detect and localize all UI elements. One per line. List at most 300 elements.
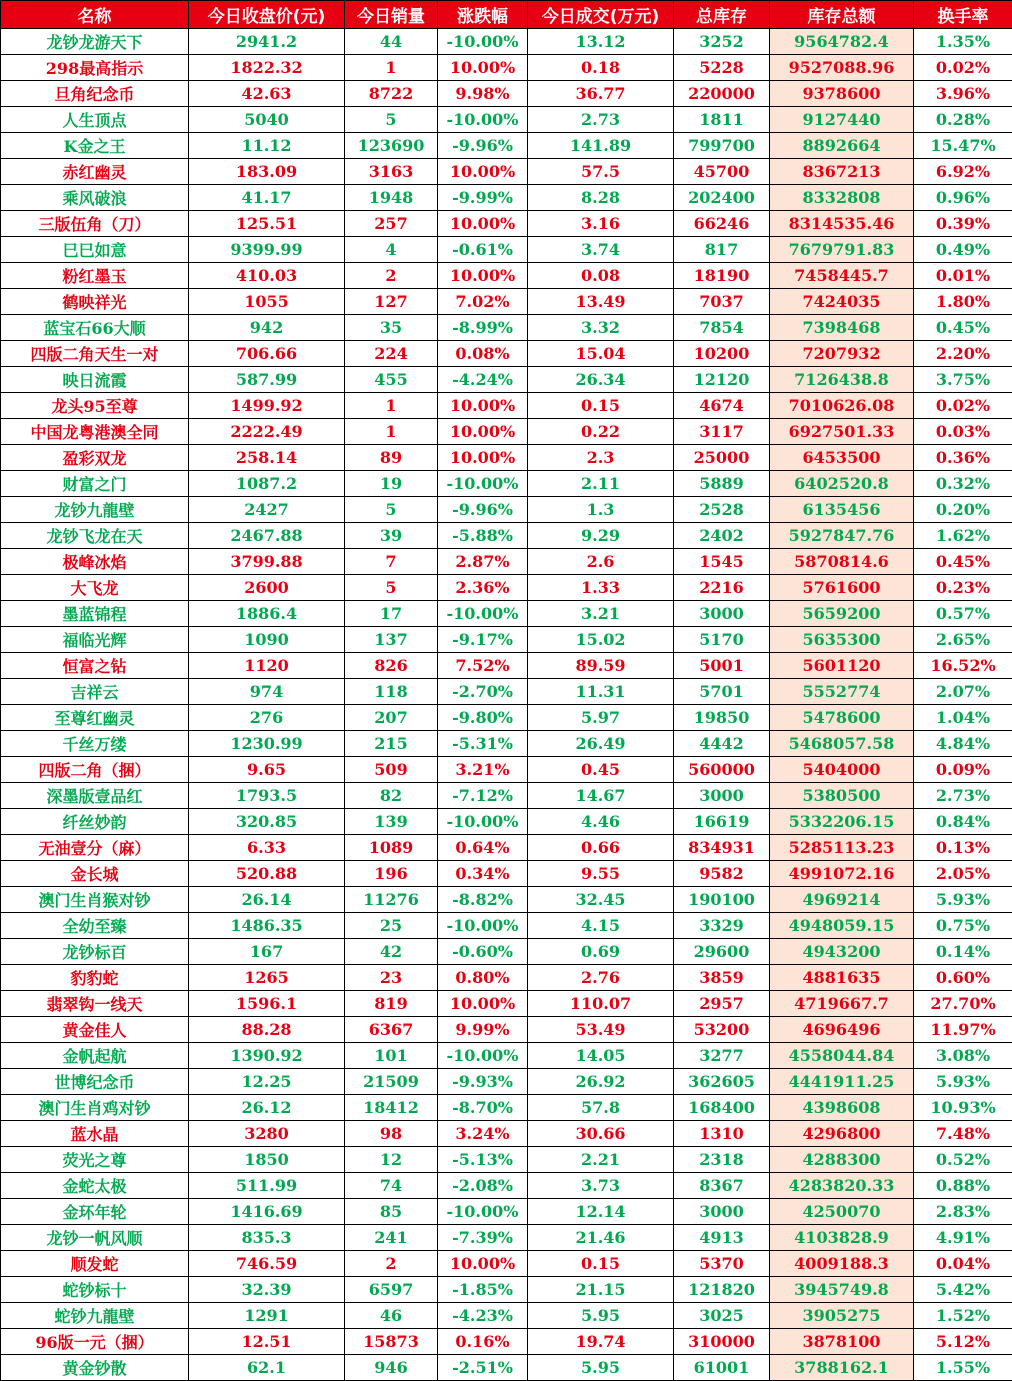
cell-close-price: 1822.32	[189, 55, 345, 81]
cell-name: 鹤映祥光	[1, 289, 189, 315]
cell-stock-value: 6135456	[770, 497, 914, 523]
table-row[interactable]	[1, 367, 1012, 393]
cell-change: 0.64%	[438, 835, 528, 861]
cell-total-stock: 1545	[674, 549, 770, 575]
cell-total-stock: 3859	[674, 965, 770, 991]
cell-turnover-value: 11.31	[528, 679, 674, 705]
cell-change: -5.13%	[438, 1147, 528, 1173]
cell-sales-volume: 224	[345, 341, 438, 367]
table-row[interactable]	[1, 653, 1012, 679]
cell-name: 蛇钞标十	[1, 1277, 189, 1303]
cell-name: 豹豹蛇	[1, 965, 189, 991]
cell-change: 10.00%	[438, 159, 528, 185]
cell-turnover-value: 12.14	[528, 1199, 674, 1225]
cell-name: 深墨版壹品红	[1, 783, 189, 809]
table-row[interactable]	[1, 237, 1012, 263]
cell-name: 龙钞飞龙在天	[1, 523, 189, 549]
cell-close-price: 511.99	[189, 1173, 345, 1199]
cell-stock-value: 4558044.84	[770, 1043, 914, 1069]
cell-turnover-rate: 1.55%	[914, 1355, 1012, 1381]
cell-close-price: 2941.2	[189, 29, 345, 55]
table-row[interactable]	[1, 835, 1012, 861]
cell-turnover-value: 2.11	[528, 471, 674, 497]
cell-sales-volume: 39	[345, 523, 438, 549]
cell-sales-volume: 89	[345, 445, 438, 471]
cell-change: 2.36%	[438, 575, 528, 601]
column-header-turnover-value[interactable]: 今日成交(万元)	[528, 1, 674, 29]
table-row[interactable]	[1, 315, 1012, 341]
cell-name: 顺发蛇	[1, 1251, 189, 1277]
cell-turnover-value: 2.6	[528, 549, 674, 575]
cell-total-stock: 10200	[674, 341, 770, 367]
cell-close-price: 974	[189, 679, 345, 705]
cell-turnover-rate: 0.84%	[914, 809, 1012, 835]
cell-stock-value: 3945749.8	[770, 1277, 914, 1303]
cell-stock-value: 6402520.8	[770, 471, 914, 497]
cell-total-stock: 66246	[674, 211, 770, 237]
table-row[interactable]	[1, 887, 1012, 913]
cell-turnover-rate: 0.03%	[914, 419, 1012, 445]
table-row[interactable]	[1, 679, 1012, 705]
cell-sales-volume: 826	[345, 653, 438, 679]
cell-change: 0.16%	[438, 1329, 528, 1355]
cell-name: 吉祥云	[1, 679, 189, 705]
column-header-stock-value[interactable]: 库存总额	[770, 1, 914, 29]
cell-turnover-value: 19.74	[528, 1329, 674, 1355]
cell-close-price: 746.59	[189, 1251, 345, 1277]
cell-sales-volume: 4	[345, 237, 438, 263]
cell-turnover-rate: 5.93%	[914, 1069, 1012, 1095]
cell-total-stock: 16619	[674, 809, 770, 835]
cell-name: 96版一元（捆）	[1, 1329, 189, 1355]
cell-change: -10.00%	[438, 913, 528, 939]
cell-turnover-value: 0.15	[528, 393, 674, 419]
table-row[interactable]	[1, 549, 1012, 575]
cell-turnover-rate: 4.91%	[914, 1225, 1012, 1251]
cell-name: 四版二角（捆）	[1, 757, 189, 783]
cell-turnover-rate: 1.52%	[914, 1303, 1012, 1329]
cell-name: 蛇钞九龍壁	[1, 1303, 189, 1329]
cell-change: -2.51%	[438, 1355, 528, 1381]
cell-stock-value: 8892664	[770, 133, 914, 159]
cell-stock-value: 5468057.58	[770, 731, 914, 757]
cell-change: 2.87%	[438, 549, 528, 575]
cell-sales-volume: 44	[345, 29, 438, 55]
cell-close-price: 167	[189, 939, 345, 965]
cell-stock-value: 5478600	[770, 705, 914, 731]
cell-close-price: 1087.2	[189, 471, 345, 497]
cell-name: 无油壹分（麻）	[1, 835, 189, 861]
cell-name: 恒富之钻	[1, 653, 189, 679]
cell-turnover-value: 0.69	[528, 939, 674, 965]
cell-change: 10.00%	[438, 211, 528, 237]
cell-change: -0.60%	[438, 939, 528, 965]
table-row[interactable]	[1, 133, 1012, 159]
cell-total-stock: 4913	[674, 1225, 770, 1251]
column-header-turnover-rate[interactable]: 换手率	[914, 1, 1012, 29]
table-row[interactable]	[1, 705, 1012, 731]
table-row[interactable]	[1, 419, 1012, 445]
cell-total-stock: 5228	[674, 55, 770, 81]
cell-stock-value: 5332206.15	[770, 809, 914, 835]
cell-sales-volume: 196	[345, 861, 438, 887]
cell-stock-value: 8314535.46	[770, 211, 914, 237]
cell-name: 翡翠钩一线天	[1, 991, 189, 1017]
cell-turnover-rate: 0.32%	[914, 471, 1012, 497]
cell-name: 巳巳如意	[1, 237, 189, 263]
cell-name: 千丝万缕	[1, 731, 189, 757]
cell-turnover-rate: 0.14%	[914, 939, 1012, 965]
cell-name: 中国龙粤港澳全同	[1, 419, 189, 445]
cell-stock-value: 4991072.16	[770, 861, 914, 887]
table-row[interactable]	[1, 523, 1012, 549]
table-row[interactable]	[1, 1043, 1012, 1069]
cell-sales-volume: 1948	[345, 185, 438, 211]
table-row[interactable]	[1, 1303, 1012, 1329]
cell-change: -10.00%	[438, 471, 528, 497]
table-row[interactable]	[1, 575, 1012, 601]
cell-total-stock: 362605	[674, 1069, 770, 1095]
cell-sales-volume: 42	[345, 939, 438, 965]
cell-change: 7.52%	[438, 653, 528, 679]
table-row[interactable]	[1, 965, 1012, 991]
cell-stock-value: 5659200	[770, 601, 914, 627]
cell-turnover-rate: 11.97%	[914, 1017, 1012, 1043]
cell-close-price: 9399.99	[189, 237, 345, 263]
table-row[interactable]	[1, 55, 1012, 81]
cell-stock-value: 3905275	[770, 1303, 914, 1329]
cell-stock-value: 7207932	[770, 341, 914, 367]
column-header-sales-volume[interactable]: 今日销量	[345, 1, 438, 29]
cell-sales-volume: 3163	[345, 159, 438, 185]
table-row[interactable]	[1, 393, 1012, 419]
cell-change: -5.31%	[438, 731, 528, 757]
cell-stock-value: 4881635	[770, 965, 914, 991]
cell-sales-volume: 82	[345, 783, 438, 809]
cell-sales-volume: 215	[345, 731, 438, 757]
cell-turnover-rate: 0.60%	[914, 965, 1012, 991]
cell-turnover-rate: 1.04%	[914, 705, 1012, 731]
cell-turnover-rate: 2.20%	[914, 341, 1012, 367]
table-body	[1, 29, 1012, 1381]
cell-name: 蓝水晶	[1, 1121, 189, 1147]
cell-turnover-rate: 7.48%	[914, 1121, 1012, 1147]
table-row[interactable]	[1, 1277, 1012, 1303]
cell-sales-volume: 5	[345, 107, 438, 133]
cell-change: 10.00%	[438, 263, 528, 289]
table-row[interactable]	[1, 809, 1012, 835]
cell-sales-volume: 17	[345, 601, 438, 627]
cell-turnover-rate: 2.07%	[914, 679, 1012, 705]
cell-change: 10.00%	[438, 1251, 528, 1277]
cell-close-price: 1230.99	[189, 731, 345, 757]
cell-stock-value: 4398608	[770, 1095, 914, 1121]
cell-turnover-rate: 0.57%	[914, 601, 1012, 627]
cell-turnover-rate: 0.04%	[914, 1251, 1012, 1277]
table-row[interactable]	[1, 757, 1012, 783]
cell-turnover-rate: 2.65%	[914, 627, 1012, 653]
table-row[interactable]	[1, 211, 1012, 237]
cell-sales-volume: 46	[345, 1303, 438, 1329]
cell-turnover-value: 3.21	[528, 601, 674, 627]
cell-total-stock: 799700	[674, 133, 770, 159]
cell-turnover-rate: 15.47%	[914, 133, 1012, 159]
cell-close-price: 26.12	[189, 1095, 345, 1121]
cell-close-price: 88.28	[189, 1017, 345, 1043]
cell-total-stock: 2318	[674, 1147, 770, 1173]
cell-name: 龙钞一帆风顺	[1, 1225, 189, 1251]
table-row[interactable]	[1, 263, 1012, 289]
table-row[interactable]	[1, 1147, 1012, 1173]
table-row[interactable]	[1, 1121, 1012, 1147]
cell-turnover-value: 9.29	[528, 523, 674, 549]
cell-total-stock: 4442	[674, 731, 770, 757]
cell-stock-value: 5601120	[770, 653, 914, 679]
cell-close-price: 1596.1	[189, 991, 345, 1017]
cell-turnover-value: 32.45	[528, 887, 674, 913]
table-row[interactable]	[1, 601, 1012, 627]
cell-turnover-value: 13.49	[528, 289, 674, 315]
cell-total-stock: 190100	[674, 887, 770, 913]
cell-close-price: 1886.4	[189, 601, 345, 627]
cell-change: 7.02%	[438, 289, 528, 315]
cell-stock-value: 5927847.76	[770, 523, 914, 549]
table-row[interactable]	[1, 1251, 1012, 1277]
cell-turnover-rate: 0.23%	[914, 575, 1012, 601]
cell-turnover-value: 0.22	[528, 419, 674, 445]
cell-turnover-rate: 16.52%	[914, 653, 1012, 679]
cell-turnover-value: 5.95	[528, 1355, 674, 1381]
table-row[interactable]	[1, 107, 1012, 133]
cell-total-stock: 7854	[674, 315, 770, 341]
cell-turnover-rate: 0.52%	[914, 1147, 1012, 1173]
cell-stock-value: 7424035	[770, 289, 914, 315]
table-row[interactable]	[1, 913, 1012, 939]
header-row	[1, 1, 1012, 29]
cell-stock-value: 8332808	[770, 185, 914, 211]
cell-name: 蓝宝石66大顺	[1, 315, 189, 341]
cell-change: 10.00%	[438, 991, 528, 1017]
cell-name: 三版伍角（刀）	[1, 211, 189, 237]
cell-turnover-value: 53.49	[528, 1017, 674, 1043]
table-row[interactable]	[1, 289, 1012, 315]
table-row[interactable]	[1, 1199, 1012, 1225]
cell-close-price: 1390.92	[189, 1043, 345, 1069]
table-row[interactable]	[1, 159, 1012, 185]
cell-close-price: 183.09	[189, 159, 345, 185]
column-header-name[interactable]: 名称	[1, 1, 189, 29]
cell-sales-volume: 5	[345, 575, 438, 601]
cell-change: -2.70%	[438, 679, 528, 705]
cell-turnover-value: 4.46	[528, 809, 674, 835]
cell-name: 金环年轮	[1, 1199, 189, 1225]
cell-turnover-value: 0.18	[528, 55, 674, 81]
cell-change: 10.00%	[438, 55, 528, 81]
table-row[interactable]	[1, 1095, 1012, 1121]
cell-turnover-value: 1.3	[528, 497, 674, 523]
cell-total-stock: 121820	[674, 1277, 770, 1303]
cell-sales-volume: 127	[345, 289, 438, 315]
cell-turnover-value: 9.55	[528, 861, 674, 887]
cell-turnover-rate: 0.45%	[914, 315, 1012, 341]
cell-change: -8.82%	[438, 887, 528, 913]
cell-close-price: 320.85	[189, 809, 345, 835]
cell-name: 至尊红幽灵	[1, 705, 189, 731]
cell-close-price: 5040	[189, 107, 345, 133]
cell-name: 福临光辉	[1, 627, 189, 653]
table-row[interactable]	[1, 29, 1012, 55]
table-row[interactable]	[1, 341, 1012, 367]
cell-close-price: 587.99	[189, 367, 345, 393]
cell-change: -9.80%	[438, 705, 528, 731]
table-row[interactable]	[1, 939, 1012, 965]
cell-close-price: 1499.92	[189, 393, 345, 419]
cell-turnover-value: 57.5	[528, 159, 674, 185]
cell-total-stock: 5370	[674, 1251, 770, 1277]
cell-total-stock: 19850	[674, 705, 770, 731]
cell-name: 四版二角天生一对	[1, 341, 189, 367]
cell-turnover-value: 30.66	[528, 1121, 674, 1147]
column-header-close-price[interactable]: 今日收盘价(元)	[189, 1, 345, 29]
table-row[interactable]	[1, 1329, 1012, 1355]
cell-change: -9.99%	[438, 185, 528, 211]
cell-turnover-rate: 3.75%	[914, 367, 1012, 393]
cell-turnover-value: 21.46	[528, 1225, 674, 1251]
cell-name: 盈彩双龙	[1, 445, 189, 471]
cell-sales-volume: 8722	[345, 81, 438, 107]
table-row[interactable]	[1, 731, 1012, 757]
cell-turnover-value: 0.66	[528, 835, 674, 861]
cell-close-price: 26.14	[189, 887, 345, 913]
cell-stock-value: 5870814.6	[770, 549, 914, 575]
cell-turnover-value: 141.89	[528, 133, 674, 159]
cell-name: 金帆起航	[1, 1043, 189, 1069]
cell-stock-value: 4296800	[770, 1121, 914, 1147]
table-row[interactable]	[1, 1069, 1012, 1095]
cell-total-stock: 5170	[674, 627, 770, 653]
cell-turnover-rate: 0.96%	[914, 185, 1012, 211]
table-row[interactable]	[1, 471, 1012, 497]
cell-change: -10.00%	[438, 601, 528, 627]
cell-change: 0.80%	[438, 965, 528, 991]
cell-change: -9.96%	[438, 133, 528, 159]
table-row[interactable]	[1, 1225, 1012, 1251]
cell-close-price: 11.12	[189, 133, 345, 159]
cell-sales-volume: 509	[345, 757, 438, 783]
cell-turnover-value: 5.97	[528, 705, 674, 731]
cell-name: 墨蓝锦程	[1, 601, 189, 627]
cell-change: -4.23%	[438, 1303, 528, 1329]
cell-change: 3.24%	[438, 1121, 528, 1147]
cell-name: 金蛇太极	[1, 1173, 189, 1199]
cell-stock-value: 4288300	[770, 1147, 914, 1173]
cell-sales-volume: 1089	[345, 835, 438, 861]
cell-name: 全幼至臻	[1, 913, 189, 939]
cell-name: 龙钞九龍壁	[1, 497, 189, 523]
table-row[interactable]	[1, 1355, 1012, 1381]
cell-turnover-rate: 3.08%	[914, 1043, 1012, 1069]
cell-close-price: 1793.5	[189, 783, 345, 809]
cell-total-stock: 202400	[674, 185, 770, 211]
cell-turnover-value: 57.8	[528, 1095, 674, 1121]
table-row[interactable]	[1, 861, 1012, 887]
cell-turnover-value: 4.15	[528, 913, 674, 939]
cell-turnover-value: 5.95	[528, 1303, 674, 1329]
table-row[interactable]	[1, 991, 1012, 1017]
table-row[interactable]	[1, 445, 1012, 471]
table-row[interactable]	[1, 1017, 1012, 1043]
cell-stock-value: 6453500	[770, 445, 914, 471]
table-row[interactable]	[1, 185, 1012, 211]
cell-stock-value: 7458445.7	[770, 263, 914, 289]
cell-close-price: 835.3	[189, 1225, 345, 1251]
cell-turnover-value: 89.59	[528, 653, 674, 679]
cell-close-price: 2600	[189, 575, 345, 601]
cell-stock-value: 4948059.15	[770, 913, 914, 939]
cell-total-stock: 3252	[674, 29, 770, 55]
cell-sales-volume: 241	[345, 1225, 438, 1251]
cell-total-stock: 3000	[674, 601, 770, 627]
cell-total-stock: 3000	[674, 783, 770, 809]
cell-total-stock: 310000	[674, 1329, 770, 1355]
cell-turnover-value: 26.92	[528, 1069, 674, 1095]
cell-stock-value: 9127440	[770, 107, 914, 133]
cell-stock-value: 5761600	[770, 575, 914, 601]
cell-turnover-rate: 0.45%	[914, 549, 1012, 575]
cell-close-price: 258.14	[189, 445, 345, 471]
cell-close-price: 520.88	[189, 861, 345, 887]
cell-stock-value: 4969214	[770, 887, 914, 913]
cell-turnover-value: 21.15	[528, 1277, 674, 1303]
table-row[interactable]	[1, 497, 1012, 523]
cell-sales-volume: 25	[345, 913, 438, 939]
cell-change: -5.88%	[438, 523, 528, 549]
table-row[interactable]	[1, 627, 1012, 653]
cell-stock-value: 7126438.8	[770, 367, 914, 393]
cell-change: -9.17%	[438, 627, 528, 653]
cell-turnover-rate: 0.01%	[914, 263, 1012, 289]
cell-close-price: 3799.88	[189, 549, 345, 575]
cell-total-stock: 9582	[674, 861, 770, 887]
table-row[interactable]	[1, 783, 1012, 809]
cell-sales-volume: 12	[345, 1147, 438, 1173]
cell-turnover-rate: 1.80%	[914, 289, 1012, 315]
cell-turnover-rate: 2.73%	[914, 783, 1012, 809]
column-header-change[interactable]: 涨跌幅	[438, 1, 528, 29]
cell-sales-volume: 15873	[345, 1329, 438, 1355]
table-row[interactable]	[1, 1173, 1012, 1199]
cell-sales-volume: 11276	[345, 887, 438, 913]
cell-turnover-value: 2.76	[528, 965, 674, 991]
cell-name: 世博纪念币	[1, 1069, 189, 1095]
cell-name: 龙头95至尊	[1, 393, 189, 419]
cell-stock-value: 5404000	[770, 757, 914, 783]
cell-turnover-rate: 0.36%	[914, 445, 1012, 471]
cell-name: 映日流霞	[1, 367, 189, 393]
table-row[interactable]	[1, 81, 1012, 107]
cell-turnover-value: 3.74	[528, 237, 674, 263]
column-header-total-stock[interactable]: 总库存	[674, 1, 770, 29]
cell-close-price: 3280	[189, 1121, 345, 1147]
cell-sales-volume: 207	[345, 705, 438, 731]
cell-change: 9.98%	[438, 81, 528, 107]
cell-sales-volume: 819	[345, 991, 438, 1017]
cell-sales-volume: 35	[345, 315, 438, 341]
cell-total-stock: 1811	[674, 107, 770, 133]
cell-close-price: 2427	[189, 497, 345, 523]
cell-total-stock: 3000	[674, 1199, 770, 1225]
cell-sales-volume: 139	[345, 809, 438, 835]
